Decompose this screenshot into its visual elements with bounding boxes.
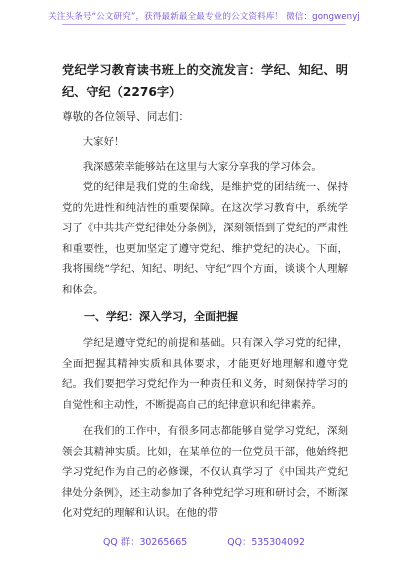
intro-paragraph: 我深感荣幸能够站在这里与大家分享我的学习体会。 <box>82 160 322 173</box>
document-title: 党纪学习教育读书班上的交流发言：学纪、知纪、明纪、守纪（2276字） <box>62 63 348 99</box>
document-body <box>62 59 348 524</box>
footer-qq-group: QQ 群：30265665 <box>102 537 188 548</box>
footer-qq: QQ：535304092 <box>227 537 306 548</box>
intro-paragraph: 党的纪律是我们党的生命线，是维护党的团结统一、保持党的先进性和纯洁性的重要保障。在这次学习教育中，系统学习了《中共共产党纪律处分条例》，深刻领悟到了党纪的严肃性和重要性，也更加坚定了遵守党纪、维护党纪的决心。下面，我将围绕“学纪、知纪、明纪、守纪”四个方面，谈谈个人理解和体会。 <box>62 181 348 296</box>
section-heading: 一、学纪：深入学习，全面把握 <box>84 310 238 323</box>
section-paragraph: 学纪是遵守党纪的前提和基础。只有深入学习党的纪律，全面把握其精神实质和具体要求，才能更好地理解和遵守党纪。我们要把学习党纪作为一种责任和义务，时刻保持学习的自觉性和主动性，不断提高自己的纪律意识和纪律素养。 <box>62 337 348 411</box>
header-divider <box>62 24 346 25</box>
greeting: 大家好！ <box>82 136 125 148</box>
footer-contact <box>0 534 408 548</box>
section-paragraph: 在我们的工作中，有很多同志都能够自觉学习党纪，深刻领会其精神实质。比如，在某单位的一位党员干部，他始终把学习党纪作为自己的必修课，不仅认真学习了《中国共产党纪律处分条例》，还主动参加了各种党纪学习班和研讨会，不断深化对党纪的理解和认识。在他的带 <box>62 425 348 519</box>
salutation: 尊敬的各位领导、同志们： <box>62 111 190 123</box>
header-banner: 关注头条号“公文研究”，获得最新最全最专业的公文资料库！ 微信：gongwenyj <box>48 12 360 22</box>
